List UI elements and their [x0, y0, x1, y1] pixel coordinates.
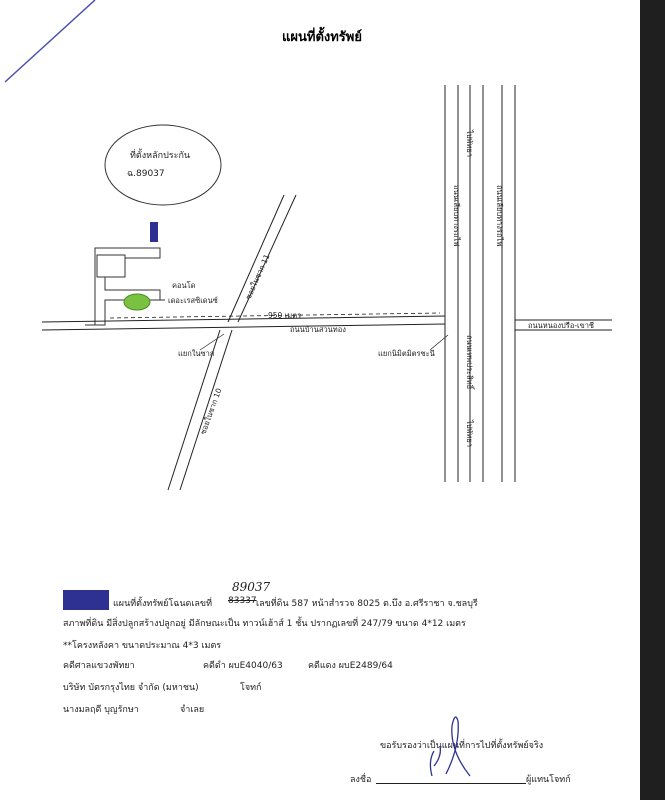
defendant-role: จำเลย	[180, 705, 205, 715]
label-junction-left: แยกในซาก	[178, 349, 215, 358]
building-block	[97, 255, 125, 277]
label-main-road: ถนนบ้านสวนทอง	[290, 325, 346, 334]
defendant-name: นางมลฤดี บุญรักษา	[63, 705, 139, 715]
callout-ellipse	[105, 125, 221, 205]
soi11-line-a	[228, 195, 284, 322]
signature-line	[376, 783, 526, 784]
signature	[380, 706, 540, 786]
callout-text-1: ที่ตั้งหลักประกัน	[130, 151, 191, 161]
label-to-top: ไปพัทยา	[465, 130, 474, 158]
certify-text: ขอรับรองว่าเป็นแผนที่การไปที่ตั้งทรัพย์จริง	[380, 741, 544, 751]
red-case: คดีแดง ผบE2489/64	[308, 661, 393, 671]
callout-text-2: ฉ.89037	[127, 169, 165, 179]
plaintiff-role: โจทก์	[240, 683, 262, 693]
label-road-b: ถนนเลียบทางรถไฟ	[495, 185, 504, 247]
label-road-a: ถนนเลียบทางรถไฟ	[452, 185, 461, 247]
court-name: คดีศาลแขวงพัทยา	[63, 661, 135, 671]
junction-left-pointer	[200, 334, 224, 350]
desc-deed-struck: 83337	[228, 596, 257, 606]
label-soi-11: ซอยในซาก 11	[243, 252, 272, 301]
page-title: แผนที่ตั้งทรัพย์	[282, 30, 362, 45]
condo-green-marker	[124, 294, 150, 310]
desc-line1-prefix: แผนที่ตั้งทรัพย์โฉนดเลขที่	[113, 599, 213, 609]
sign-role: ผู้แทนโจทก์	[526, 775, 571, 785]
label-residence: เดอะเรสซิเดนซ์	[168, 296, 218, 305]
label-junction-right: แยกนิมิตมิตรชะนี	[378, 349, 435, 358]
label-distance: 950 เมตร	[268, 311, 302, 320]
redaction-box	[63, 590, 109, 610]
desc-line3: **โครงหลังคา ขนาดประมาณ 4*3 เมตร	[63, 641, 222, 651]
property-marker	[150, 222, 158, 242]
label-to-bottom: ไปพัทยา	[465, 420, 474, 448]
label-road-right: ถนนหนองปรือ-เขาชี	[528, 321, 595, 330]
desc-line2: สภาพที่ดิน มีสิ่งปลูกสร้างปลูกอยู่ มีลักษณะเป็น ทาวน์เฮ้าส์ 1 ชั้น ปรากฏเลขที่ 247/79 ขนาด 4*12 เมตร	[63, 619, 466, 629]
black-case: คดีดำ ผบE4040/63	[203, 661, 283, 671]
desc-line1-rest: เลขที่ดิน 587 หน้าสำรวจ 8025 ต.บึง อ.ศรีราชา จ.ชลบุรี	[256, 599, 478, 609]
sign-label: ลงชื่อ	[350, 775, 372, 785]
corner-fold-line	[5, 0, 95, 82]
label-soi-10: ซอยในซาก 10	[198, 386, 224, 436]
viewer-background	[640, 0, 665, 800]
signature-stroke	[430, 717, 470, 776]
label-konlo: คอนโด	[172, 281, 196, 290]
desc-deed-handwritten: 89037	[232, 580, 271, 594]
label-road-mid: ถนนเทพประสิทธิ์	[465, 335, 474, 390]
plaintiff-name: บริษัท บัตรกรุงไทย จำกัด (มหาชน)	[63, 683, 199, 693]
